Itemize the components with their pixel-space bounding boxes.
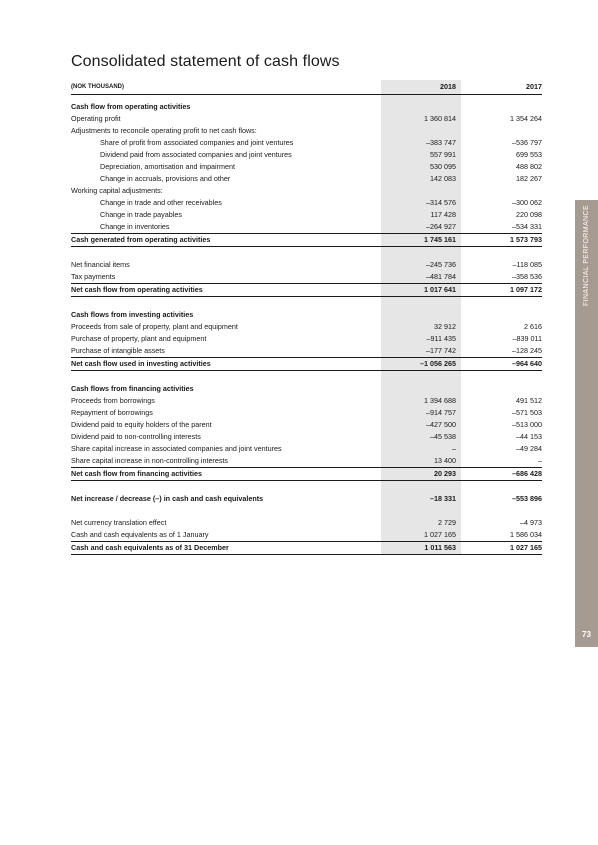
table-row bbox=[71, 333, 542, 345]
value-2018: –481 784 bbox=[426, 272, 456, 281]
value-2017: –839 011 bbox=[512, 334, 542, 343]
total-row bbox=[71, 541, 542, 555]
table-row bbox=[71, 221, 542, 233]
row-label: Dividend paid from associated companies and joint ventures bbox=[100, 150, 292, 159]
value-2017: 220 098 bbox=[516, 210, 542, 219]
value-2018: –245 736 bbox=[426, 260, 456, 269]
section-spacer bbox=[71, 505, 542, 517]
row-label: Adjustments to reconcile operating profit to net cash flows: bbox=[71, 126, 257, 135]
value-2018: – bbox=[452, 444, 456, 453]
value-2018: –914 757 bbox=[426, 408, 456, 417]
row-label: Change in inventories bbox=[100, 222, 170, 231]
table-row bbox=[71, 113, 542, 125]
value-2017: –300 062 bbox=[512, 198, 542, 207]
row-label: Repayment of borrowings bbox=[71, 408, 153, 417]
row-label: Net cash flow from financing activities bbox=[71, 469, 202, 478]
value-2018: –314 576 bbox=[426, 198, 456, 207]
table-row bbox=[71, 407, 542, 419]
row-label: Proceeds from sale of property, plant and equipment bbox=[71, 322, 238, 331]
row-label: Purchase of intangible assets bbox=[71, 346, 165, 355]
table-header bbox=[71, 80, 542, 95]
section-spacer bbox=[71, 371, 542, 383]
row-label: Net cash flow used in investing activities bbox=[71, 359, 211, 368]
value-2017: –118 085 bbox=[512, 260, 542, 269]
value-2017: 1 027 165 bbox=[510, 543, 542, 552]
unit-label: (NOK THOUSAND) bbox=[71, 84, 124, 90]
row-label: Share of profit from associated companies and joint ventures bbox=[100, 138, 294, 147]
row-label: Dividend paid to equity holders of the parent bbox=[71, 420, 212, 429]
value-2017: –128 245 bbox=[512, 346, 542, 355]
section-spacer bbox=[71, 297, 542, 309]
cash-flow-table bbox=[71, 80, 542, 555]
table-row bbox=[71, 529, 542, 541]
row-label: Cash flow from operating activities bbox=[71, 102, 191, 111]
value-2018: 20 293 bbox=[434, 469, 456, 478]
table-row bbox=[71, 493, 542, 505]
section-heading bbox=[71, 101, 542, 113]
value-2017: 491 512 bbox=[516, 396, 542, 405]
table-row bbox=[71, 455, 542, 467]
table-row bbox=[71, 161, 542, 173]
value-2017: 182 267 bbox=[516, 174, 542, 183]
value-2018: –911 435 bbox=[426, 334, 456, 343]
value-2018: –427 500 bbox=[426, 420, 456, 429]
value-2018: 142 083 bbox=[430, 174, 456, 183]
table-row bbox=[71, 431, 542, 443]
value-2017: –44 153 bbox=[516, 432, 542, 441]
row-label: Net financial items bbox=[71, 260, 130, 269]
page-number: 73 bbox=[582, 630, 591, 639]
row-label: Cash and cash equivalents as of 31 December bbox=[71, 543, 229, 552]
value-2018: 1 360 814 bbox=[424, 114, 456, 123]
value-2018: 32 912 bbox=[434, 322, 456, 331]
value-2018: –1 056 265 bbox=[420, 359, 456, 368]
table-row bbox=[71, 209, 542, 221]
table-row bbox=[71, 137, 542, 149]
row-label: Purchase of property, plant and equipment bbox=[71, 334, 207, 343]
table-row bbox=[71, 517, 542, 529]
section-spacer bbox=[71, 481, 542, 493]
value-2017: –534 331 bbox=[512, 222, 542, 231]
value-2017: –4 973 bbox=[520, 518, 542, 527]
value-2017: 1 354 264 bbox=[510, 114, 542, 123]
section-heading bbox=[71, 309, 542, 321]
table-row bbox=[71, 259, 542, 271]
table-row bbox=[71, 345, 542, 357]
row-label: Cash generated from operating activities bbox=[71, 235, 211, 244]
value-2017: –686 428 bbox=[512, 469, 542, 478]
row-label: Change in trade and other receivables bbox=[100, 198, 222, 207]
table-row bbox=[71, 321, 542, 333]
table-row bbox=[71, 419, 542, 431]
value-2017: – bbox=[538, 456, 542, 465]
value-2017: –536 797 bbox=[512, 138, 542, 147]
row-label: Operating profit bbox=[71, 114, 121, 123]
row-label: Change in accruals, provisions and other bbox=[100, 174, 231, 183]
value-2017: –553 896 bbox=[512, 494, 542, 503]
row-label: Net increase / decrease (–) in cash and cash equivalents bbox=[71, 494, 264, 503]
value-2017: –513 000 bbox=[512, 420, 542, 429]
value-2017: 1 586 034 bbox=[510, 530, 542, 539]
value-2017: 1 097 172 bbox=[510, 285, 542, 294]
value-2017: 699 553 bbox=[516, 150, 542, 159]
table-row bbox=[71, 395, 542, 407]
value-2017: –358 536 bbox=[512, 272, 542, 281]
value-2018: 117 428 bbox=[430, 210, 456, 219]
table-row bbox=[71, 443, 542, 455]
value-2018: 530 095 bbox=[430, 162, 456, 171]
value-2018: –383 747 bbox=[426, 138, 456, 147]
value-2018: 1 745 161 bbox=[424, 235, 456, 244]
row-label: Cash flows from financing activities bbox=[71, 384, 194, 393]
table-row bbox=[71, 149, 542, 161]
value-2017: –964 640 bbox=[512, 359, 542, 368]
table-row bbox=[71, 271, 542, 283]
row-label: Cash flows from investing activities bbox=[71, 310, 194, 319]
value-2018: –264 927 bbox=[426, 222, 456, 231]
value-2018: –177 742 bbox=[426, 346, 456, 355]
row-label: Dividend paid to non-controlling interests bbox=[71, 432, 201, 441]
value-2018: 1 011 563 bbox=[424, 543, 456, 552]
table-body bbox=[71, 101, 542, 555]
value-2017: 1 573 793 bbox=[510, 235, 542, 244]
table-row bbox=[71, 197, 542, 209]
row-label: Cash and cash equivalents as of 1 January bbox=[71, 530, 209, 539]
page-title: Consolidated statement of cash flows bbox=[71, 53, 340, 70]
value-2017: 488 802 bbox=[516, 162, 542, 171]
value-2018: 1 027 165 bbox=[424, 530, 456, 539]
row-label: Working capital adjustments: bbox=[71, 186, 163, 195]
value-2017: –49 284 bbox=[516, 444, 542, 453]
value-2018: 2 729 bbox=[438, 518, 456, 527]
value-2017: –571 503 bbox=[512, 408, 542, 417]
value-2017: 2 616 bbox=[524, 322, 542, 331]
row-label: Share capital increase in non-controlling interests bbox=[71, 456, 229, 465]
row-label: Net cash flow from operating activities bbox=[71, 285, 203, 294]
value-2018: 13 400 bbox=[434, 456, 456, 465]
value-2018: –18 331 bbox=[430, 494, 456, 503]
table-row bbox=[71, 185, 542, 197]
section-heading bbox=[71, 383, 542, 395]
section-spacer bbox=[71, 247, 542, 259]
row-label: Change in trade payables bbox=[100, 210, 182, 219]
table-row bbox=[71, 173, 542, 185]
total-row bbox=[71, 283, 542, 297]
section-side-label: FINANCIAL PERFORMANCE bbox=[583, 204, 591, 306]
row-label: Depreciation, amortisation and impairment bbox=[100, 162, 236, 171]
total-row bbox=[71, 233, 542, 247]
row-label: Tax payments bbox=[71, 272, 116, 281]
value-2018: –45 538 bbox=[430, 432, 456, 441]
row-label: Net currency translation effect bbox=[71, 518, 167, 527]
table-row bbox=[71, 125, 542, 137]
row-label: Share capital increase in associated companies and joint ventures bbox=[71, 444, 282, 453]
value-2018: 1 017 641 bbox=[424, 285, 456, 294]
total-row bbox=[71, 467, 542, 481]
column-header-2018: 2018 bbox=[440, 82, 456, 91]
row-label: Proceeds from borrowings bbox=[71, 396, 155, 405]
total-row bbox=[71, 357, 542, 371]
column-header-2017: 2017 bbox=[526, 82, 542, 91]
value-2018: 1 394 688 bbox=[424, 396, 456, 405]
value-2018: 557 991 bbox=[430, 150, 456, 159]
